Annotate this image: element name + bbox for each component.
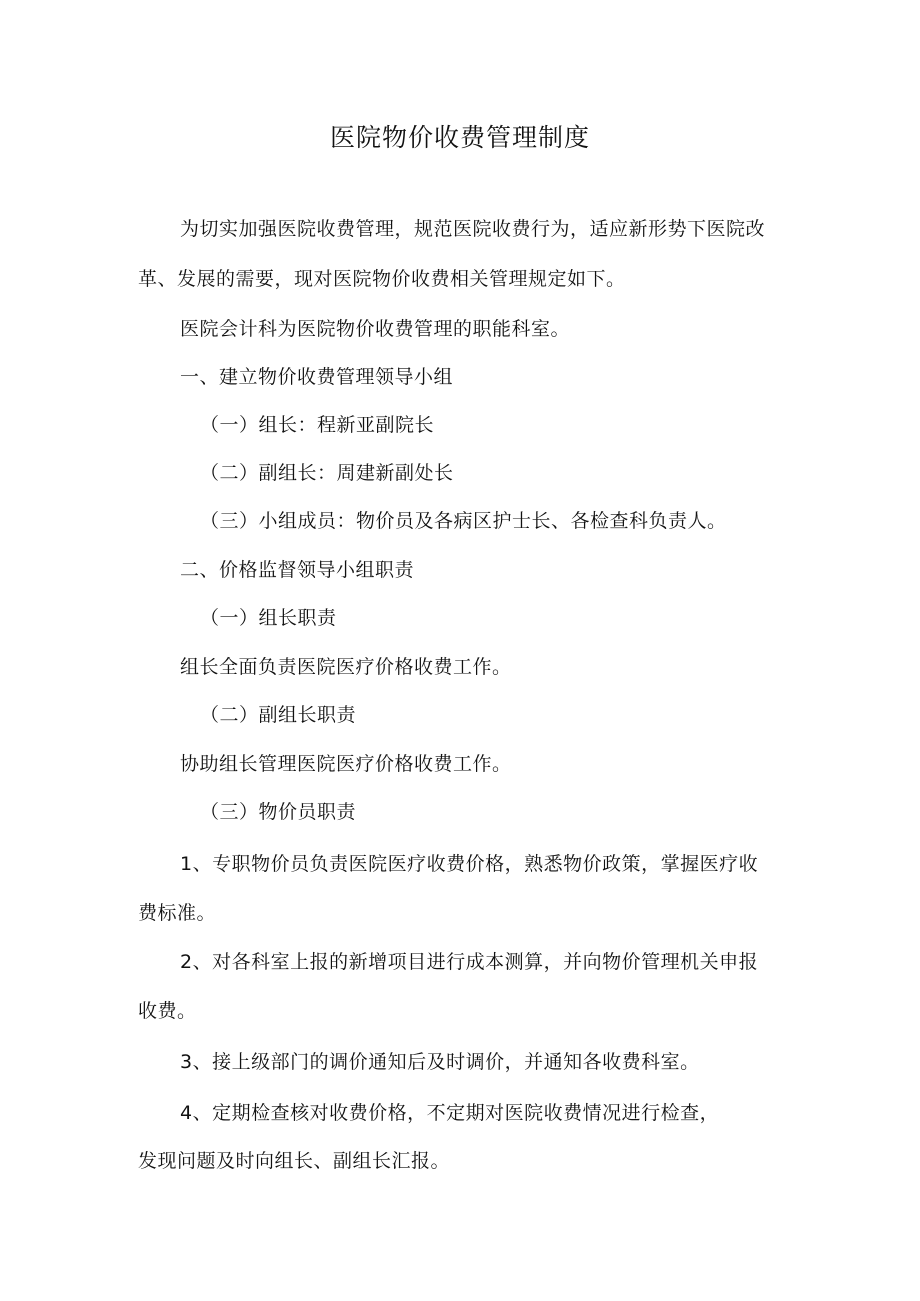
dept-statement: 医院会计科为医院物价收费管理的职能科室。 [180, 318, 571, 340]
section-1-item-1: （一）组长：程新亚副院长 [200, 414, 435, 436]
section-2-sub-2-heading: （二）副组长职责 [200, 704, 357, 726]
section-2-heading: 二、价格监督领导小组职责 [180, 559, 415, 581]
section-2-sub-1-text: 组长全面负责医院医疗价格收费工作。 [180, 656, 512, 678]
section-2-sub-1-heading: （一）组长职责 [200, 607, 337, 629]
duty-1-line-2: 费标准。 [138, 902, 217, 924]
duty-1-line-1: 1、专职物价员负责医院医疗收费价格，熟悉物价政策，掌握医疗收 [180, 853, 759, 875]
section-2-sub-2-text: 协助组长管理医院医疗价格收费工作。 [180, 753, 512, 775]
section-1-heading: 一、建立物价收费管理领导小组 [180, 366, 454, 388]
duty-3-line-1: 3、接上级部门的调价通知后及时调价，并通知各收费科室。 [180, 1051, 700, 1073]
section-1-item-3: （三）小组成员：物价员及各病区护士长、各检查科负责人。 [200, 510, 727, 532]
section-1-item-2: （二）副组长：周建新副处长 [200, 462, 454, 484]
document-title: 医院物价收费管理制度 [329, 123, 590, 152]
duty-2-line-1: 2、对各科室上报的新增项目进行成本测算，并向物价管理机关申报 [180, 951, 759, 973]
intro-paragraph-line-1: 为切实加强医院收费管理，规范医院收费行为，适应新形势下医院改 [180, 218, 766, 240]
intro-paragraph-line-2: 革、发展的需要，现对医院物价收费相关管理规定如下。 [138, 268, 626, 290]
duty-4-line-2: 发现问题及时向组长、副组长汇报。 [138, 1150, 451, 1172]
duty-2-line-2: 收费。 [138, 1000, 197, 1022]
section-2-sub-3-heading: （三）物价员职责 [200, 801, 357, 823]
duty-4-line-1: 4、定期检查核对收费价格，不定期对医院收费情况进行检查， [180, 1102, 720, 1124]
